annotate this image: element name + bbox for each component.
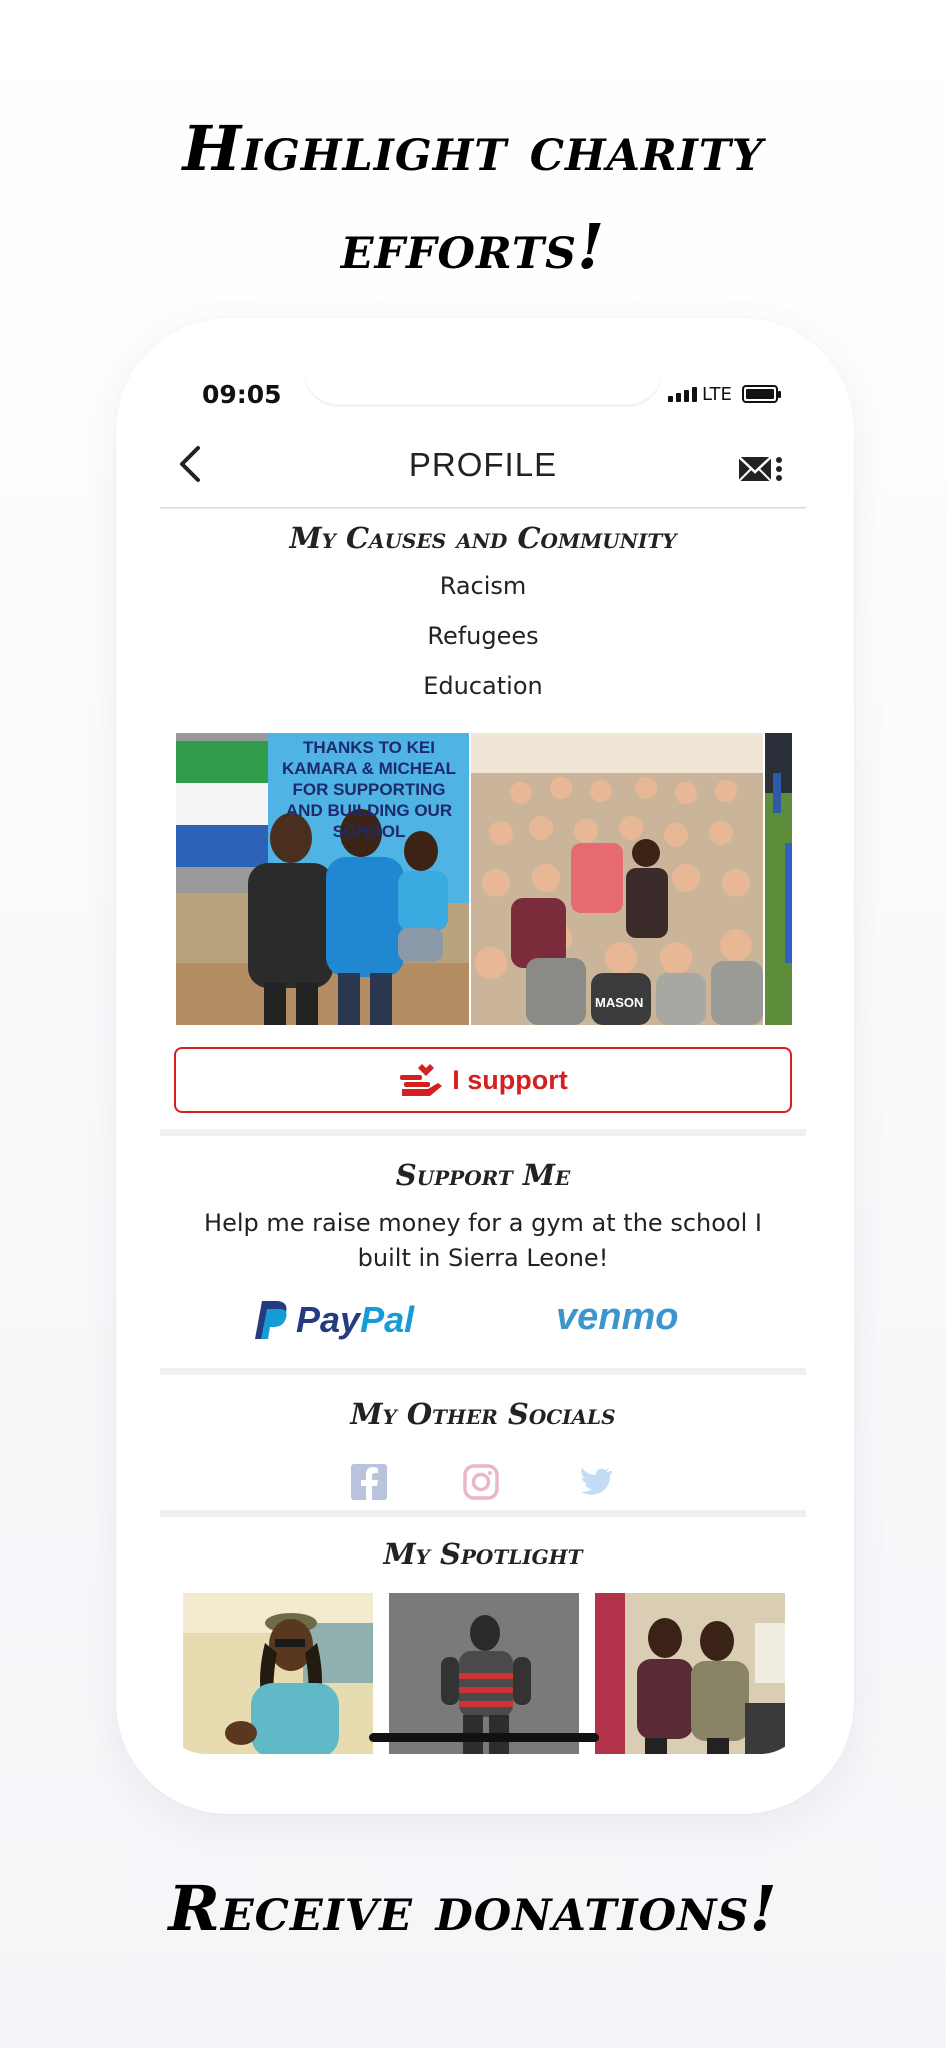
socials-title: My Other Socials [350,1397,616,1431]
helping-hand-icon [398,1061,446,1099]
cause-item: Racism [439,572,527,600]
spotlight-card [160,1517,806,1754]
phone-screen [160,350,806,1754]
signal-icon [668,387,697,402]
shirt-text: MASON [595,995,644,1010]
paypal-pal: Pal [360,1299,415,1340]
battery-icon [742,385,778,403]
support-me-card [160,1136,806,1368]
headline-top-line2: efforts! [340,210,606,283]
network-label: LTE [702,384,732,405]
cause-photo-stadium[interactable] [765,733,792,1025]
spotlight-title: My Spotlight [383,1537,583,1571]
spotlight-photo-3-illustration [595,1593,785,1754]
headline-top [0,100,946,296]
status-bar [160,350,806,416]
page-title: PROFILE [408,446,558,483]
cause-item: Refugees [427,622,539,650]
i-support-button[interactable] [174,1047,792,1113]
cause-item: Education [423,672,543,700]
twitter-icon[interactable] [574,1463,612,1501]
spotlight-photo-2-illustration [389,1593,579,1754]
status-time: 09:05 [202,380,282,409]
causes-card [160,509,806,1129]
instagram-icon[interactable] [462,1463,500,1501]
nav-bar [160,416,806,508]
causes-title: My Causes and Community [289,521,677,555]
cause-photo-group[interactable] [471,733,763,1025]
headline-top-line1: Highlight charity [182,112,764,185]
causes-list [160,561,806,711]
paypal-pay: Pay [296,1299,361,1340]
socials-card [160,1375,806,1510]
banner-text: THANKS TO KEI KAMARA & MICHEAL FOR SUPPORTING AND BUILDING OUR SCHOOL [281,738,457,841]
paypal-icon [254,1299,290,1341]
i-support-label: I support [452,1064,568,1095]
mail-more-icon[interactable] [738,454,784,484]
facebook-icon[interactable] [350,1463,388,1501]
notch [304,350,662,404]
spotlight-photo-1-illustration [183,1593,373,1754]
spotlight-photo[interactable] [183,1593,373,1754]
headline-bottom: Receive donations! [168,1872,778,1945]
cause-photo-school[interactable] [176,733,469,1025]
home-indicator [369,1733,599,1742]
support-me-text: Help me raise money for a gym at the school I built in Sierra Leone! [204,1209,762,1272]
paypal-button[interactable] [254,1299,414,1341]
support-me-title: Support Me [395,1158,571,1192]
stadium-photo-illustration [765,733,792,1025]
spotlight-photo[interactable] [595,1593,785,1754]
spotlight-photo[interactable] [389,1593,579,1754]
venmo-button[interactable]: venmo [556,1296,679,1338]
group-photo-illustration [471,733,763,1025]
